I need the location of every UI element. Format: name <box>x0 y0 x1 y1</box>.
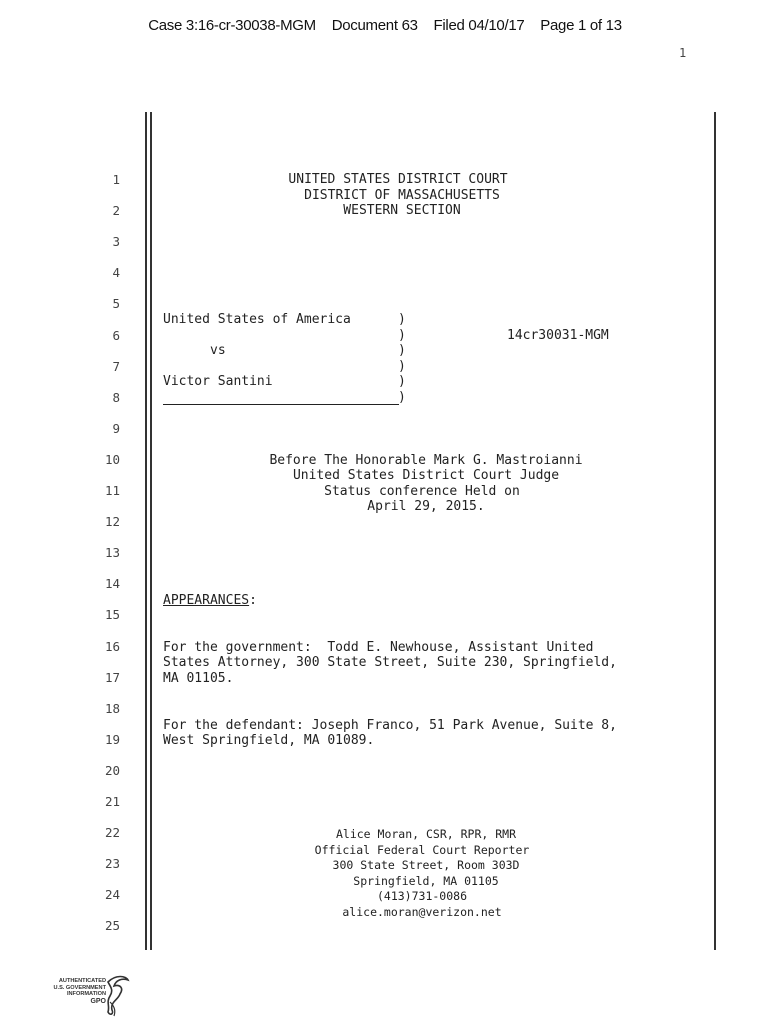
gpo-authentication-seal <box>44 972 130 1018</box>
line-number: 25 <box>104 918 120 934</box>
government-appearance-line-2: States Attorney, 300 State Street, Suite 230, Springfield, <box>163 655 617 671</box>
reporter-phone: (413)731-0086 <box>376 889 467 904</box>
proceeding-type: Status conference Held on <box>324 483 520 499</box>
line-number: 12 <box>104 514 120 530</box>
line-number: 15 <box>104 607 120 623</box>
reporter-address: 300 State Street, Room 303D <box>332 858 520 873</box>
plaintiff-name: United States of America <box>163 312 351 327</box>
left-margin-rule-outer <box>145 112 147 950</box>
line-number: 19 <box>104 731 120 747</box>
line-number: 10 <box>104 451 120 467</box>
caption-underline <box>163 390 399 405</box>
line-number: 3 <box>112 234 120 250</box>
seal-line-4: GPO <box>90 998 106 1005</box>
caption-paren: ) <box>398 312 406 327</box>
reporter-city: Springfield, MA 01105 <box>353 873 499 888</box>
transcript-page-number: 1 <box>679 46 687 60</box>
caption-paren: ) <box>398 327 406 343</box>
line-number: 22 <box>104 825 120 841</box>
line-number: 13 <box>104 545 120 561</box>
defendant-vs: vs <box>210 343 226 359</box>
caption-paren: ) <box>398 390 406 405</box>
filed-date: Filed 04/10/17 <box>433 17 525 34</box>
caption-paren: ) <box>398 374 406 390</box>
line-number: 1 <box>112 172 120 187</box>
line-number: 23 <box>104 856 120 872</box>
judge-title: United States District Court Judge <box>292 468 560 484</box>
docket-number: 14cr30031-MGM <box>507 327 609 343</box>
line-number: 20 <box>104 762 120 778</box>
case-number-header: Case 3:16-cr-30038-MGM <box>148 17 316 34</box>
line-number: 4 <box>112 265 120 281</box>
line-number: 16 <box>104 638 120 654</box>
line-number: 7 <box>112 358 120 374</box>
appearances-heading <box>163 593 257 609</box>
court-section: WESTERN SECTION <box>343 203 461 219</box>
government-appearance-line-3: MA 01105. <box>163 671 234 686</box>
seal-line-2: U.S. GOVERNMENT <box>53 984 106 991</box>
government-appearance-line-1: For the government: Todd E. Newhouse, Assistant United <box>163 639 594 655</box>
reporter-name: Alice Moran, CSR, RPR, RMR <box>335 827 516 841</box>
seal-line-3: INFORMATION <box>66 991 106 997</box>
filing-header <box>0 17 770 34</box>
proceeding-date: April 29, 2015. <box>367 499 485 515</box>
line-number: 14 <box>104 576 120 592</box>
line-number: 9 <box>112 420 120 436</box>
reporter-email: alice.moran@verizon.net <box>342 905 502 919</box>
right-margin-rule <box>714 112 716 950</box>
line-number: 18 <box>104 700 120 716</box>
reporter-title: Official Federal Court Reporter <box>314 842 530 857</box>
caption-paren: ) <box>398 358 406 374</box>
line-number: 6 <box>112 327 120 343</box>
defendant-appearance-line-1: For the defendant: Joseph Franco, 51 Park Avenue, Suite 8, <box>163 717 617 733</box>
appearances-label: APPEARANCES <box>163 593 250 608</box>
eagle-icon <box>44 972 130 1018</box>
caption-paren: ) <box>398 343 406 359</box>
line-number: 24 <box>104 887 120 903</box>
line-number: 5 <box>112 296 120 312</box>
appearances-colon: : <box>249 593 257 608</box>
defendant-appearance-line-2: West Springfield, MA 01089. <box>163 733 375 749</box>
line-number: 21 <box>104 794 120 809</box>
document-number: Document 63 <box>331 17 418 34</box>
line-number: 2 <box>112 203 120 219</box>
court-name: UNITED STATES DISTRICT COURT <box>288 172 508 187</box>
seal-line-1: AUTHENTICATED <box>58 978 106 984</box>
defendant-name: Victor Santini <box>163 374 273 390</box>
line-number: 11 <box>104 483 120 498</box>
line-number: 8 <box>112 389 120 405</box>
before-judge: Before The Honorable Mark G. Mastroianni <box>269 452 583 468</box>
left-margin-rule-inner <box>150 112 152 950</box>
page-indicator: Page 1 of 13 <box>540 17 622 34</box>
court-district: DISTRICT OF MASSACHUSETTS <box>304 187 500 203</box>
line-number: 17 <box>104 669 120 685</box>
